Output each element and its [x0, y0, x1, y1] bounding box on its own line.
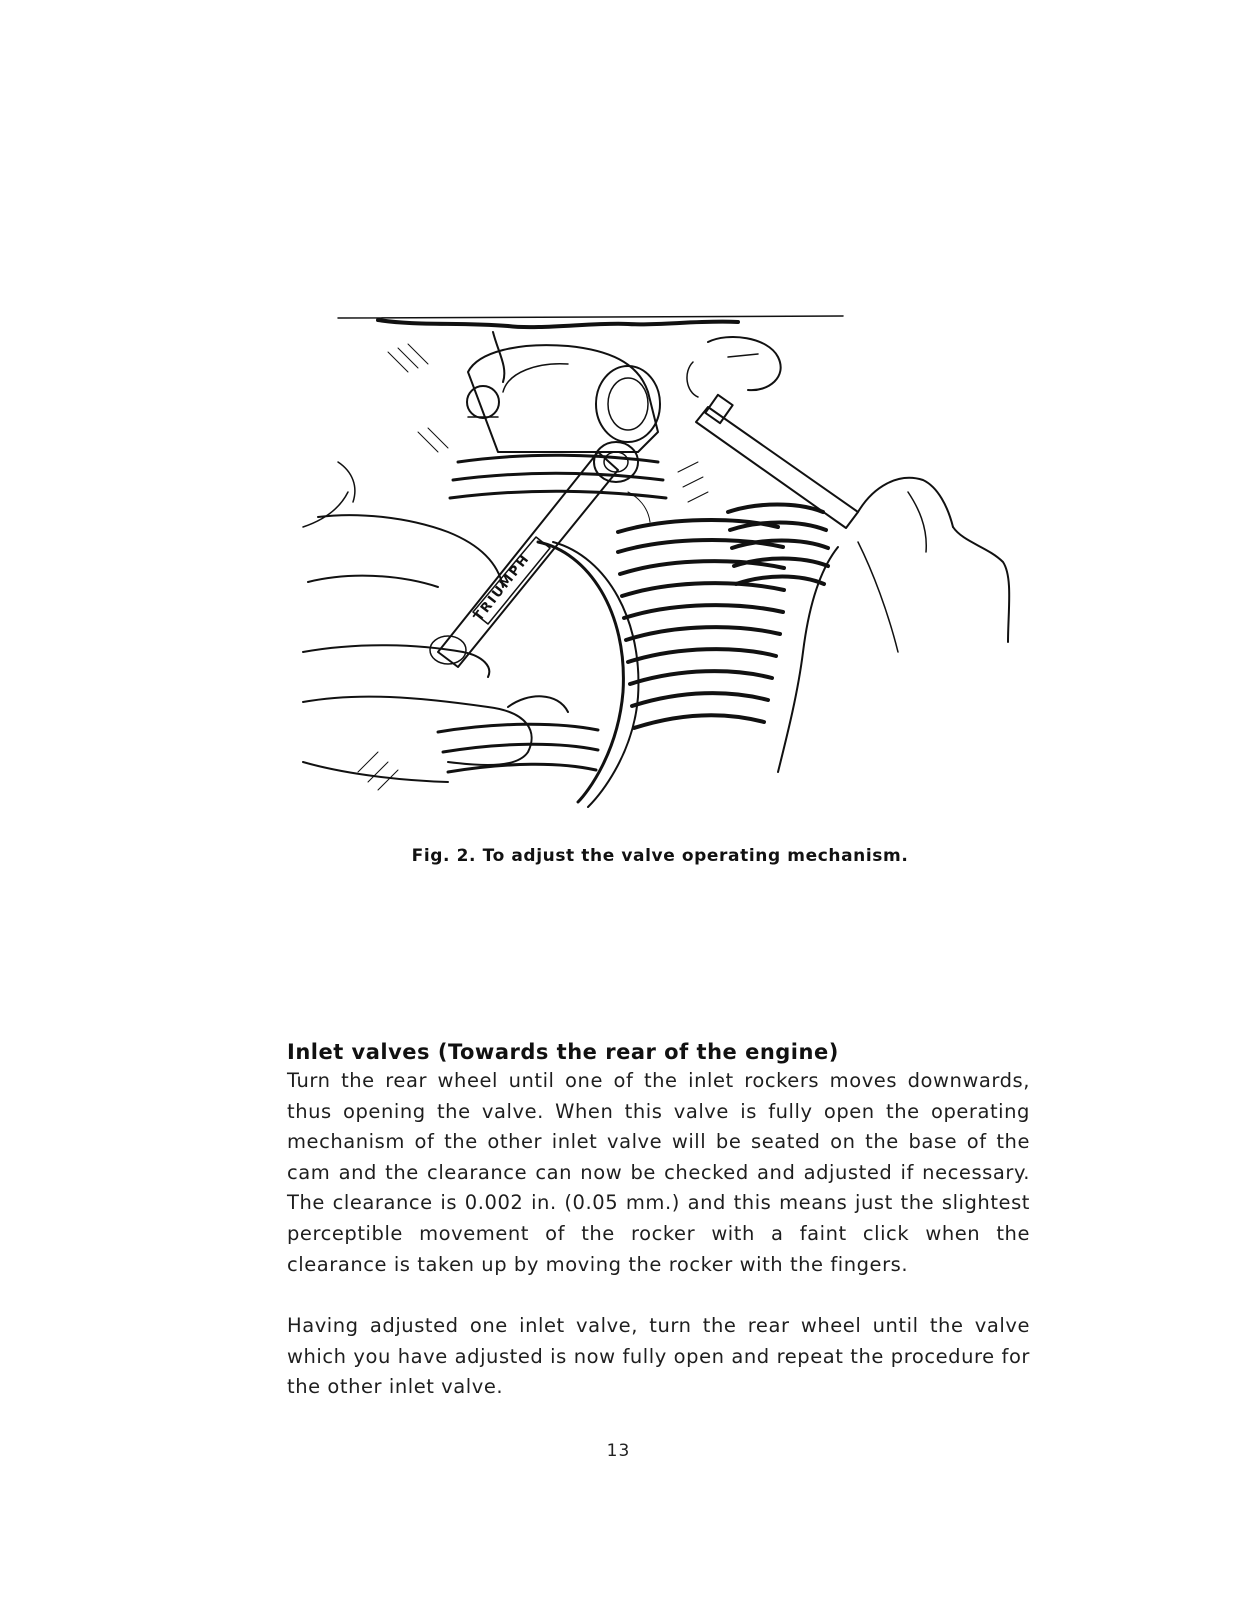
page-number: 13 — [606, 1441, 631, 1461]
inlet-valves-section — [287, 1040, 1030, 1403]
engine-valve-adjustment-drawing — [298, 312, 1018, 812]
figure-caption — [300, 846, 1020, 866]
paragraph-2: Having adjusted one inlet valve, turn the rear wheel until the valve which you have adjusted is now fully open and repeat the procedure for the other inlet valve. — [287, 1314, 1030, 1399]
paragraph-1: Turn the rear wheel until one of the inlet rockers moves downwards, thus opening the valve. When this valve is fully open the operating mechanism of the other inlet valve will be seated on the base of the cam and the clearance can now be checked and adjusted if necessary. The clearance is 0.002 in. (0.05 mm.) and this means just the slightest perceptible movement of the rocker with a faint click when the clearance is taken up by moving the rocker with the fingers. — [287, 1069, 1030, 1276]
section-heading: Inlet valves (Towards the rear of the engine) — [287, 1040, 839, 1064]
figure-caption-text: To adjust the valve operating mechanism. — [482, 846, 909, 866]
figure-illustration — [298, 312, 1018, 812]
figure-label: Fig. 2. — [411, 846, 477, 866]
wrench-marking: TRIUMPH — [471, 551, 534, 625]
